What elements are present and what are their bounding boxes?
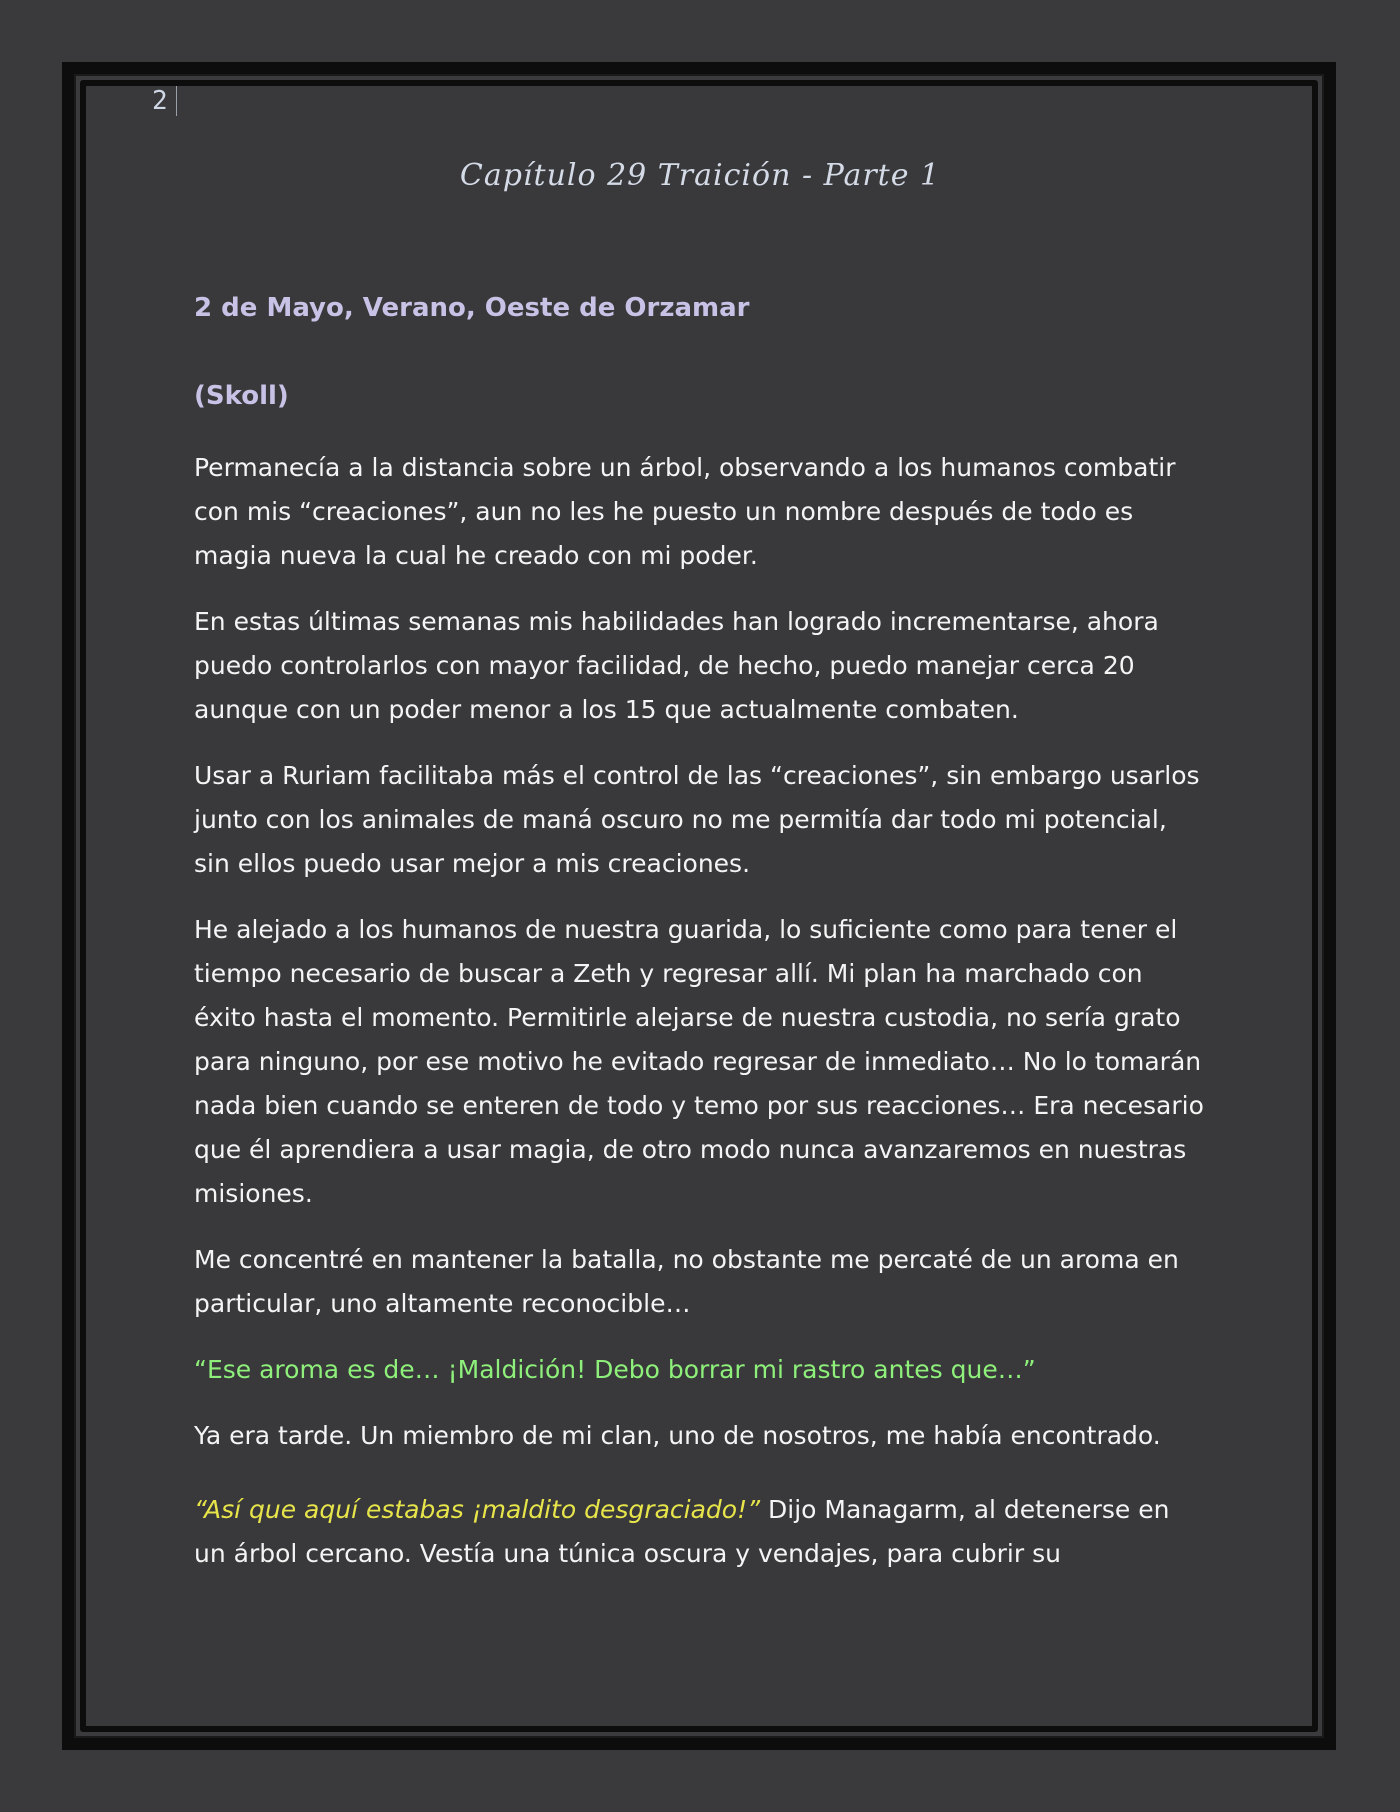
chapter-title: Capítulo 29 Traición - Parte 1 [459, 158, 941, 193]
paragraph-2: En estas últimas semanas mis habilidades han logrado incrementarse, ahora puedo controlarlos con mayor facilidad, de hecho, puedo manejar cerca 20 aunque con un poder menor a los 15 que actualmente combaten. [194, 607, 1159, 724]
inner-thought: “Ese aroma es de… ¡Maldición! Debo borrar mi rastro antes que…” [194, 1355, 1036, 1384]
paragraph-7 [194, 1488, 1204, 1576]
paragraph-4: He alejado a los humanos de nuestra guarida, lo suficiente como para tener el tiempo necesario de buscar a Zeth y regresar allí. Mi plan ha marchado con éxito hasta el momento. Permitirle alejarse de nuestra custodia, no sería grato para ninguno, por ese motivo he evitado regresar de inmediato… No lo tomarán nada bien cuando se enteren de todo y temo por sus reacciones… Era necesario que él aprendiera a usar magia, de otro modo nunca avanzaremos en nuestras misiones. [194, 915, 1204, 1208]
date-location-line: 2 de Mayo, Verano, Oeste de Orzamar [194, 293, 750, 323]
chapter-body [194, 286, 1204, 1598]
dialogue-line: “Así que aquí estabas ¡maldito desgraciado!” [194, 1495, 761, 1524]
paragraph-7-narration: Dijo Managarm, al detenerse en un árbol cercano. Vestía una túnica oscura y vendajes, para cubrir su [194, 1495, 1170, 1568]
page-number: 2 [152, 86, 177, 116]
paragraph-6: Ya era tarde. Un miembro de mi clan, uno de nosotros, me había encontrado. [194, 1421, 1161, 1450]
pov-label: (Skoll) [194, 381, 289, 411]
paragraph-5: Me concentré en mantener la batalla, no obstante me percaté de un aroma en particular, uno altamente reconocible… [194, 1245, 1179, 1318]
paragraph-1: Permanecía a la distancia sobre un árbol, observando a los humanos combatir con mis “creaciones”, aun no les he puesto un nombre después de todo es magia nueva la cual he creado con mi poder. [194, 453, 1176, 570]
paragraph-3: Usar a Ruriam facilitaba más el control de las “creaciones”, sin embargo usarlos junto con los animales de maná oscuro no me permitía dar todo mi potencial, sin ellos puedo usar mejor a mis creaciones. [194, 761, 1200, 878]
